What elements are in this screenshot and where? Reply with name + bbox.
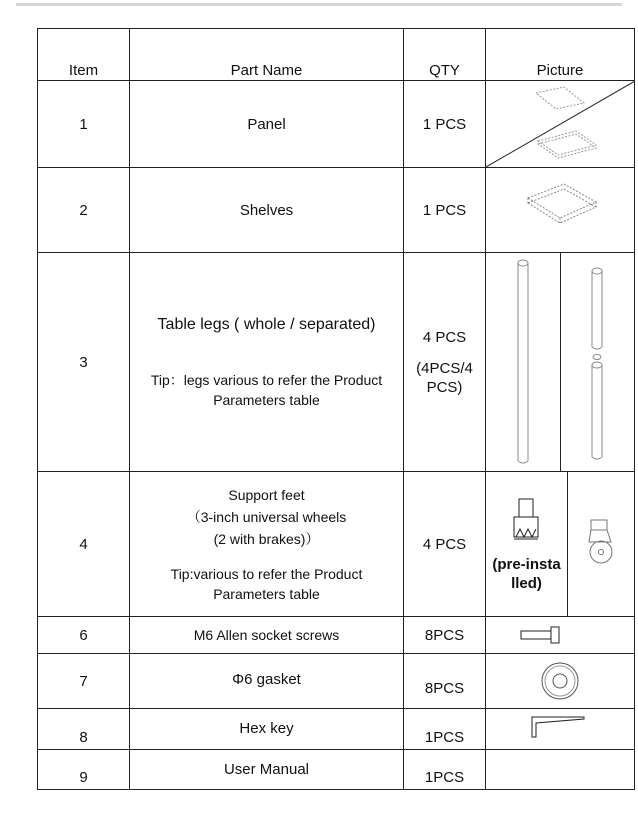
top-rule (16, 3, 622, 6)
parts-table (37, 28, 635, 790)
table-row (38, 654, 635, 709)
part-name-cell (130, 253, 404, 472)
part-name-line: （3-inch universal wheels (186, 509, 347, 525)
item-number: 4 (38, 472, 130, 617)
table-row (38, 168, 635, 253)
part-name: Shelves (130, 168, 404, 253)
quantity: 1PCS (404, 750, 486, 790)
separated-leg-icon (561, 253, 635, 471)
table-row (38, 81, 635, 168)
caster-wheel-icon (581, 514, 621, 574)
item-number: 1 (38, 81, 130, 168)
part-name: Panel (130, 81, 404, 168)
quantity: 1PCS (404, 709, 486, 750)
item-number: 7 (38, 654, 130, 709)
quantity: 1 PCS (404, 168, 486, 253)
table-row (38, 253, 635, 472)
tip-note: Tip:various to refer the Product Parameters table (170, 566, 363, 602)
shelf-icon (486, 168, 635, 253)
quantity: 4 PCS (422, 328, 467, 346)
table-row (38, 472, 635, 617)
header-part-name: Part Name (130, 29, 404, 81)
whole-leg-icon (486, 253, 561, 471)
item-number: 3 (38, 253, 130, 472)
screw-icon (486, 617, 635, 654)
gasket-icon (486, 654, 635, 709)
part-name-line: (2 with brakes)） (213, 531, 320, 547)
part-name: User Manual (130, 750, 404, 790)
table-leg-icon (486, 253, 635, 472)
table-row (38, 617, 635, 654)
item-number: 2 (38, 168, 130, 253)
support-foot-icon (486, 472, 635, 617)
part-name-line: Support feet (228, 487, 305, 503)
item-number: 6 (38, 617, 130, 654)
tip-note: Tip：legs various to refer the Product Parameters table (150, 371, 383, 408)
quantity: 8PCS (404, 654, 486, 709)
fixed-foot-icon (507, 495, 547, 555)
quantity-note: (4PCS/4PCS) (416, 359, 473, 396)
fixed-foot-cell (486, 472, 568, 616)
quantity: 1 PCS (404, 81, 486, 168)
table-header-row (38, 29, 635, 81)
part-name: Φ6 gasket (130, 654, 404, 709)
item-number: 9 (38, 750, 130, 790)
header-picture: Picture (486, 29, 635, 81)
caster-wheel-cell (568, 472, 634, 616)
part-name: M6 Allen socket screws (130, 617, 404, 654)
table-row (38, 709, 635, 750)
header-qty: QTY (404, 29, 486, 81)
pre-installed-label: (pre-installed) (492, 556, 561, 592)
part-name: Table legs ( whole / separated) (157, 315, 376, 333)
hex-key-icon (486, 709, 635, 750)
item-number: 8 (38, 709, 130, 750)
empty-picture (486, 750, 635, 790)
quantity: 4 PCS (404, 472, 486, 617)
quantity: 8PCS (404, 617, 486, 654)
table-row (38, 750, 635, 790)
part-name-cell (130, 472, 404, 617)
quantity-cell (404, 253, 486, 472)
panel-icon (486, 81, 635, 168)
part-name: Hex key (130, 709, 404, 750)
header-item: Item (38, 29, 130, 81)
